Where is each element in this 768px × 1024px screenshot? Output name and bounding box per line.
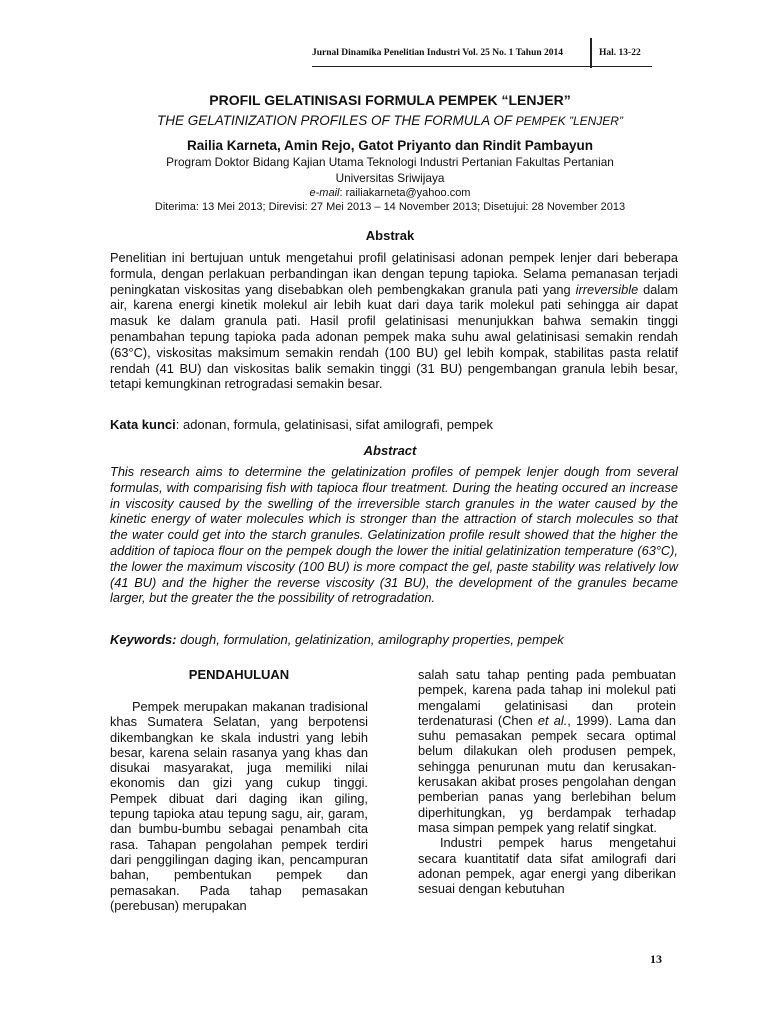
email-value: : railiakarneta@yahoo.com bbox=[339, 187, 471, 199]
page-number: 13 bbox=[650, 952, 662, 966]
affiliation-line-2: Universitas Sriwijaya bbox=[335, 171, 445, 185]
abstrak-heading: Abstrak bbox=[365, 228, 415, 243]
title-english-tail: PEMPEK ”LENJER” bbox=[515, 114, 623, 128]
abstract-heading: Abstract bbox=[363, 443, 417, 458]
abstrak-text bbox=[110, 250, 678, 392]
title-english-main: THE GELATINIZATION PROFILES OF THE FORMULA OF bbox=[157, 113, 512, 128]
paragraph bbox=[418, 667, 676, 835]
abstrak-text-italic: irreversible bbox=[575, 281, 639, 297]
keywords bbox=[110, 632, 564, 647]
page-range: Hal. 13-22 bbox=[599, 48, 641, 58]
affiliation-line-1: Program Doktor Bidang Kajian Utama Teknologi Industri Pertanian Fakultas Pertanian bbox=[166, 155, 614, 169]
running-header bbox=[312, 44, 652, 66]
author-list: Railia Karneta, Amin Rejo, Gatot Priyanto dan Rindit Pambayun bbox=[186, 138, 594, 153]
kata-kunci-label: Kata kunci bbox=[110, 417, 176, 432]
header-rule bbox=[312, 66, 652, 67]
paragraph: Industri pempek harus mengetahui secara kuantitatif data sifat amilografi dari adonan pempek, agar energi yang diberikan sesuai dengan kebutuhan bbox=[418, 835, 676, 897]
keywords-label: Keywords: bbox=[110, 632, 177, 647]
citation-et-al: et al. bbox=[537, 712, 568, 728]
abstrak-text-part-1: Penelitian ini bertujuan untuk mengetahui profil gelatinisasi adonan pempek lenjer dari beberapa formula, dengan perlakuan perbandingan ikan dengan tepung tapioka. Selama pemanasan terjadi peningkatan viskositas yang disebabkan oleh pembengkakan granula pati yang bbox=[110, 250, 678, 297]
header-separator bbox=[590, 38, 592, 68]
abstract-text: This research aims to determine the gelatinization profiles of pempek lenjer dough from several formulas, with comparising fish with tapioca flour treatment. During the heating occured an increase in viscosity caused by the swelling of the irreversible starch granules in the water caused by the kinetic energy of water molecules which is stronger than the attraction of starch molecules so that the water could get into the starch granules. Gelatinization profile result showed that the higher the addition of tapioca flour on the pempek dough the lower the initial gelatinization temperature (63°C), the lower the maximum viscosity (100 BU) is more compact the gel, paste stability was relatively low (41 BU) and the higher the reverse viscosity (31 BU), the development of the granules became larger, but the greater the the possibility of retrogradation. bbox=[110, 464, 678, 606]
kata-kunci-text: : adonan, formula, gelatinisasi, sifat amilografi, pempek bbox=[175, 417, 493, 432]
title-english bbox=[100, 113, 680, 128]
keywords-text: dough, formulation, gelatinization, amilography properties, pempek bbox=[176, 632, 564, 647]
body-column-right bbox=[418, 667, 676, 896]
section-heading-pendahuluan: PENDAHULUAN bbox=[188, 667, 290, 682]
paragraph: Pempek merupakan makanan tradisional khas Sumatera Selatan, yang berpotensi dikembangkan ke skala industri yang lebih besar, karena selain rasanya yang khas dan disukai masyarakat, juga memiliki nilai ekonomis dan gizi yang cukup tinggi. Pempek dibuat dari daging ikan giling, tepung tapioka atau tepung sagu, air, garam, dan bumbu-bumbu sebagai penambah cita rasa. Tahapan pengolahan pempek terdiri dari penggilingan daging ikan, pencampuran bahan, pembentukan pempek dan pemasakan. Pada tahap pemasakan (perebusan) merupakan bbox=[110, 699, 368, 913]
submission-dates: Diterima: 13 Mei 2013; Direvisi: 27 Mei 2013 – 14 November 2013; Disetujui: 28 November 2013 bbox=[154, 201, 626, 213]
paragraph-part-2: , 1999). Lama dan suhu pemasakan pempek secara optimal belum dilakukan oleh produsen pempek, sehingga penurunan mutu dan kerusakan-kerusakan akibat proses pengolahan dengan pemberian panas yang berlebihan belum diperhitungkan, yg berdampak terhadap masa simpan pempek yang relatif singkat. bbox=[418, 712, 677, 835]
author-email bbox=[100, 187, 680, 199]
email-label: e-mail bbox=[309, 187, 340, 199]
title-indonesian: PROFIL GELATINISASI FORMULA PEMPEK “LENJER” bbox=[209, 92, 571, 108]
kata-kunci bbox=[110, 417, 493, 432]
journal-citation: Jurnal Dinamika Penelitian Industri Vol. 25 No. 1 Tahun 2014 bbox=[312, 48, 564, 58]
paragraph-part-1: salah satu tahap penting pada pembuatan pempek, karena pada tahap ini molekul pati mengalami gelatinisasi dan protein terdenaturasi (Chen bbox=[418, 667, 676, 728]
body-column-left bbox=[110, 699, 368, 913]
abstrak-text-part-2: dalam air, karena energi kinetik molekul air lebih kuat dari daya tarik molekul pati sehingga air dapat masuk ke dalam granula pati. Hasil profil gelatinisasi menunjukkan bahwa semakin tinggi penambahan tepung tapioka pada adonan pempek maka suhu awal gelatinisasi semakin rendah (63°C), viskositas maksimum semakin rendah (100 BU) gel lebih kompak, stabilitas pasta relatif rendah (41 BU) dan viskositas balik semakin tinggi (31 BU) pengembangan granula lebih besar, tetapi kemungkinan retrogradasi semakin besar. bbox=[110, 281, 678, 392]
